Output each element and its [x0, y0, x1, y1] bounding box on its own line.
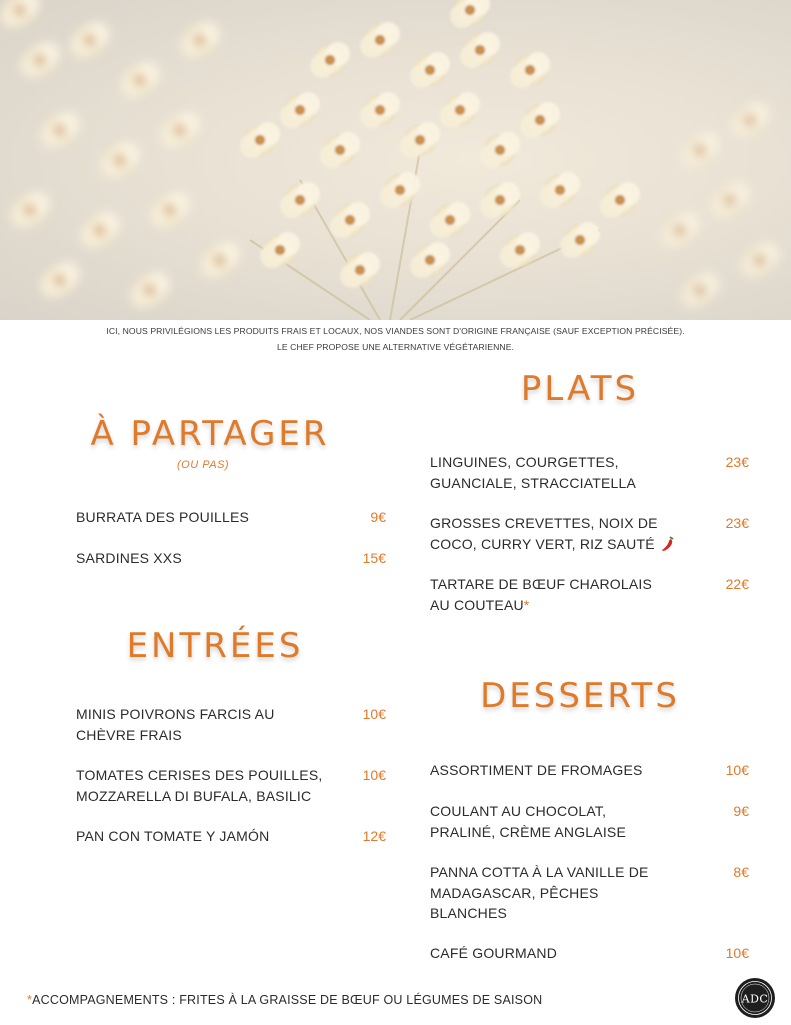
section-title-desserts: DESSERTS [480, 676, 680, 716]
footer-note [27, 993, 542, 1007]
chili-pepper-icon [661, 536, 675, 558]
menu-item-tartare-line1: TARTARE DE BŒUF CHAROLAIS [430, 576, 653, 592]
menu-item-burrata: BURRATA DES POUILLES [76, 509, 250, 525]
section-title-entrees: ENTRÉES [126, 626, 304, 666]
menu-item-linguines [430, 452, 636, 493]
hero-flowers-photo [0, 0, 791, 320]
restaurant-logo [733, 976, 777, 1025]
menu-item-pan-con-tomate: PAN CON TOMATE Y JAMÓN [76, 828, 270, 844]
menu-item-panna-cotta-line1: PANNA COTTA À LA VANILLE DE [430, 864, 649, 880]
menu-item-tartare-line2-wrap [430, 595, 652, 616]
price-panna-cotta: 8€ [733, 864, 749, 880]
menu-item-sardines: SARDINES XXS [76, 550, 182, 566]
menu-item-coulant-line2: PRALINÉ, CRÈME ANGLAISE [430, 823, 626, 840]
intro-line-1: ICI, NOUS PRIVILÉGIONS LES PRODUITS FRAIS ET LOCAUX, NOS VIANDES SONT D'ORIGINE FRANÇAISE (SAUF EXCEPTION PRÉCISÉE). [106, 326, 685, 336]
menu-item-tartare [430, 574, 652, 615]
menu-item-tomates [76, 765, 322, 806]
menu-item-cafe-gourmand: CAFÉ GOURMAND [430, 945, 558, 961]
menu-item-poivrons [76, 704, 275, 745]
section-title-plats: PLATS [520, 369, 640, 409]
price-linguines: 23€ [725, 454, 749, 470]
logo-text: ADC [741, 992, 769, 1006]
menu-item-crevettes-line2: COCO, CURRY VERT, RIZ SAUTÉ [430, 535, 655, 552]
menu-item-poivrons-line1: MINIS POIVRONS FARCIS AU [76, 706, 275, 722]
price-sardines: 15€ [362, 550, 386, 566]
menu-item-panna-cotta-line3: BLANCHES [430, 905, 508, 921]
menu-item-tomates-line1: TOMATES CERISES DES POUILLES, [76, 767, 323, 783]
menu-item-panna-cotta [430, 862, 649, 924]
menu-item-linguines-line1: LINGUINES, COURGETTES, [430, 454, 619, 470]
menu-item-panna-cotta-line2: MADAGASCAR, PÊCHES [430, 884, 599, 901]
menu-item-coulant-line1: COULANT AU CHOCOLAT, [430, 803, 607, 819]
price-burrata: 9€ [370, 509, 386, 525]
menu-item-crevettes-line1: GROSSES CREVETTES, NOIX DE [430, 515, 658, 531]
price-poivrons: 10€ [362, 706, 386, 722]
menu-item-tomates-line2: MOZZARELLA DI BUFALA, BASILIC [76, 787, 312, 804]
menu-item-coulant [430, 801, 626, 842]
menu-item-poivrons-line2: CHÈVRE FRAIS [76, 726, 182, 743]
flowers-illustration [0, 0, 791, 320]
price-tartare: 22€ [725, 576, 749, 592]
price-tomates: 10€ [362, 767, 386, 783]
price-cafe-gourmand: 10€ [725, 945, 749, 961]
price-fromages: 10€ [725, 762, 749, 778]
footer-text: ACCOMPAGNEMENTS : FRITES À LA GRAISSE DE BŒUF OU LÉGUMES DE SAISON [32, 993, 543, 1007]
menu-item-crevettes-line2-wrap [430, 534, 675, 558]
menu-item-fromages: ASSORTIMENT DE FROMAGES [430, 762, 643, 778]
price-pan-con-tomate: 12€ [362, 828, 386, 844]
section-subtitle-partager: (OU PAS) [177, 459, 230, 471]
intro-line-2: LE CHEF PROPOSE UNE ALTERNATIVE VÉGÉTARIENNE. [276, 342, 515, 352]
asterisk-mark: * [523, 596, 530, 613]
menu-item-linguines-line2: GUANCIALE, STRACCIATELLA [430, 474, 637, 491]
price-coulant: 9€ [733, 803, 749, 819]
menu-item-tartare-line2: AU COUTEAU [430, 596, 524, 613]
footer-asterisk: * [27, 993, 33, 1007]
section-title-partager: À PARTAGER [90, 414, 330, 454]
menu-item-crevettes [430, 513, 675, 557]
price-crevettes: 23€ [725, 515, 749, 531]
